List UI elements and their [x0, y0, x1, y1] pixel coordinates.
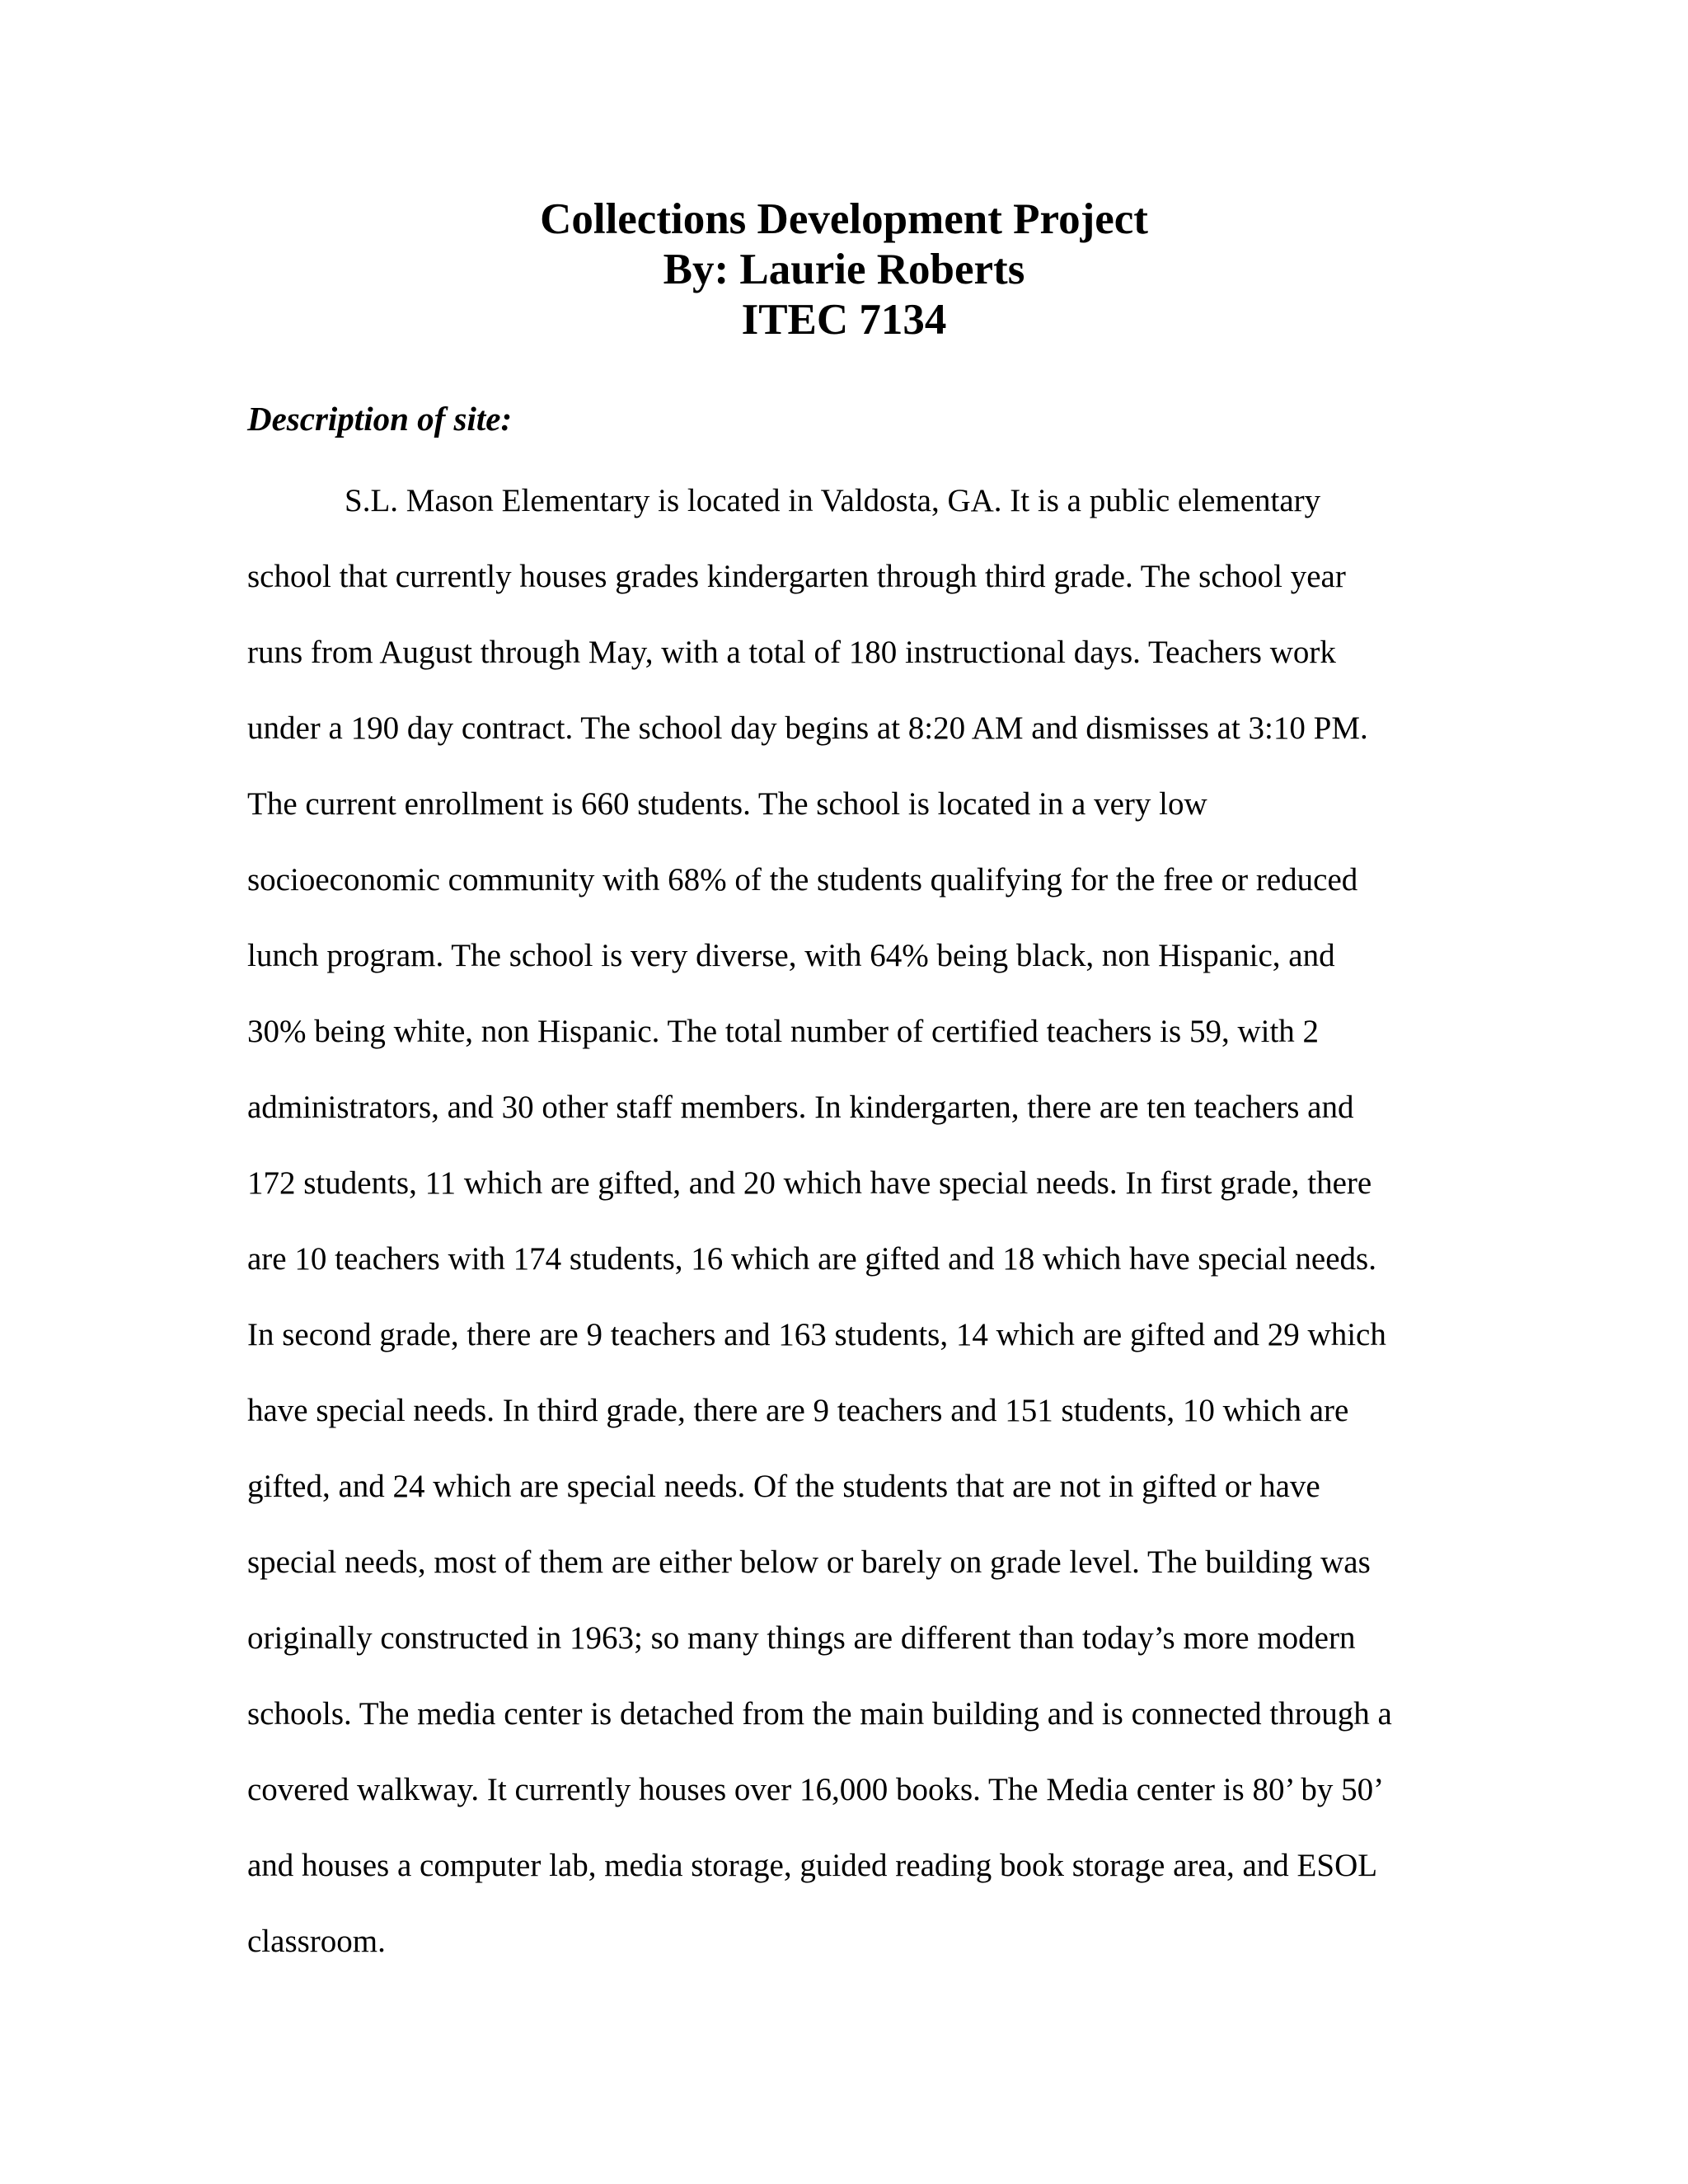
paragraph-line: administrators, and 30 other staff members. In kindergarten, there are ten teachers and — [247, 1090, 1354, 1125]
paragraph-line: socioeconomic community with 68% of the students qualifying for the free or reduced — [247, 862, 1358, 898]
paragraph-line: 30% being white, non Hispanic. The total number of certified teachers is 59, with 2 — [247, 1014, 1320, 1049]
paragraph-line: 172 students, 11 which are gifted, and 20 which have special needs. In first grade, there — [247, 1165, 1372, 1201]
paragraph-line: S.L. Mason Elementary is located in Valdosta, GA. It is a public elementary — [345, 483, 1321, 518]
document-title — [0, 194, 1688, 345]
paragraph-line: classroom. — [247, 1924, 386, 1959]
paragraph-line: The current enrollment is 660 students. The school is located in a very low — [247, 786, 1207, 822]
paragraph-line: have special needs. In third grade, there are 9 teachers and 151 students, 10 which are — [247, 1393, 1349, 1428]
paragraph-line: schools. The media center is detached from the main building and is connected through a — [247, 1696, 1392, 1732]
title-line-course: ITEC 7134 — [741, 296, 947, 344]
section-heading: Description of site: — [247, 400, 513, 438]
paragraph-line: under a 190 day contract. The school day begins at 8:20 AM and dismisses at 3:10 PM. — [247, 710, 1368, 746]
paragraph-line: In second grade, there are 9 teachers and 163 students, 14 which are gifted and 29 which — [247, 1317, 1386, 1352]
paragraph-line: and houses a computer lab, media storage, guided reading book storage area, and ESOL — [247, 1848, 1378, 1883]
paragraph-line: special needs, most of them are either below or barely on grade level. The building was — [247, 1544, 1371, 1580]
title-line-project: Collections Development Project — [540, 195, 1148, 243]
paragraph-line: lunch program. The school is very diverse, with 64% being black, non Hispanic, and — [247, 938, 1335, 973]
body-paragraph — [247, 481, 1442, 1998]
paragraph-line: runs from August through May, with a total of 180 instructional days. Teachers work — [247, 635, 1336, 670]
paragraph-line: covered walkway. It currently houses over 16,000 books. The Media center is 80’ by 50’ — [247, 1772, 1385, 1807]
paragraph-line: gifted, and 24 which are special needs. Of the students that are not in gifted or have — [247, 1469, 1320, 1504]
paragraph-line: originally constructed in 1963; so many things are different than today’s more modern — [247, 1620, 1356, 1656]
paragraph-line: school that currently houses grades kindergarten through third grade. The school year — [247, 559, 1346, 594]
title-line-author: By: Laurie Roberts — [663, 246, 1025, 293]
paragraph-line: are 10 teachers with 174 students, 16 which are gifted and 18 which have special needs. — [247, 1241, 1376, 1277]
